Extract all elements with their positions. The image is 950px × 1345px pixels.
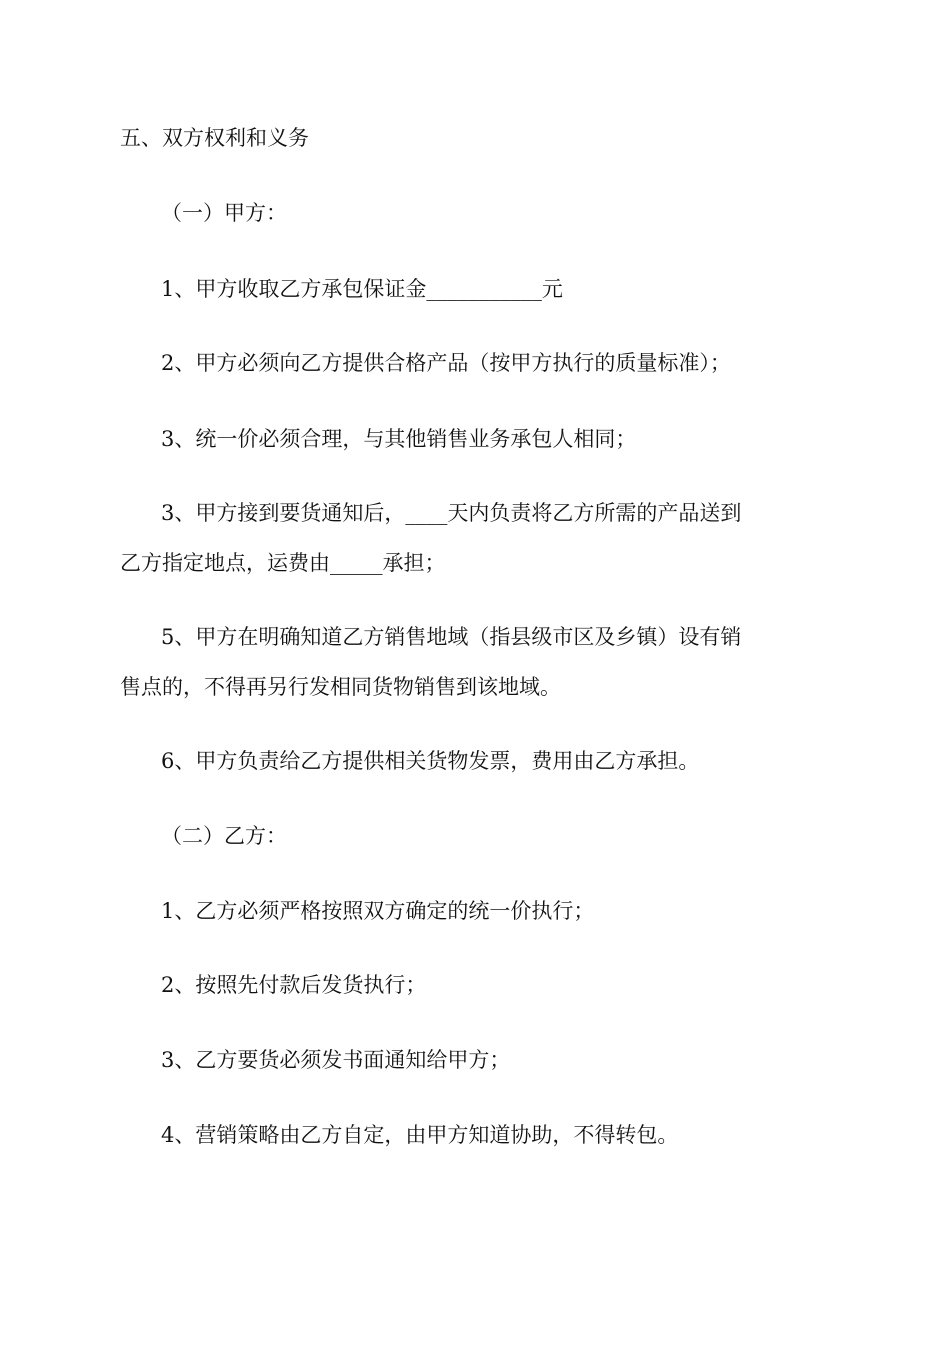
party-a-item-2: 2、甲方必须向乙方提供合格产品（按甲方执行的质量标准）； bbox=[161, 351, 731, 375]
party-b-item-3: 3、乙方要货必须发书面通知给甲方； bbox=[161, 1048, 511, 1072]
party-a-item-5-line-2: 售点的，不得再另行发相同货物销售到该地域。 bbox=[120, 675, 561, 699]
party-a-title: （一）甲方： bbox=[161, 201, 287, 225]
party-a-item-3: 3、统一价必须合理，与其他销售业务承包人相同； bbox=[161, 427, 637, 451]
party-a-item-6: 6、甲方负责给乙方提供相关货物发票，费用由乙方承担。 bbox=[161, 749, 700, 773]
party-b-title: （二）乙方： bbox=[161, 824, 287, 848]
party-a-item-4-line-2: 乙方指定地点，运费由_____承担； bbox=[120, 551, 446, 575]
party-b-item-4: 4、营销策略由乙方自定，由甲方知道协助，不得转包。 bbox=[161, 1123, 679, 1147]
party-a-item-5-line-1: 5、甲方在明确知道乙方销售地域（指县级市区及乡镇）设有销 bbox=[161, 625, 742, 649]
party-b-item-1: 1、乙方必须严格按照双方确定的统一价执行； bbox=[161, 899, 595, 923]
party-a-item-1: 1、甲方收取乙方承包保证金___________元 bbox=[161, 277, 563, 301]
party-b-item-2: 2、按照先付款后发货执行； bbox=[161, 973, 427, 997]
section-heading: 五、双方权利和义务 bbox=[120, 126, 309, 150]
party-a-item-4-line-1: 3、甲方接到要货通知后，____天内负责将乙方所需的产品送到 bbox=[161, 501, 742, 525]
